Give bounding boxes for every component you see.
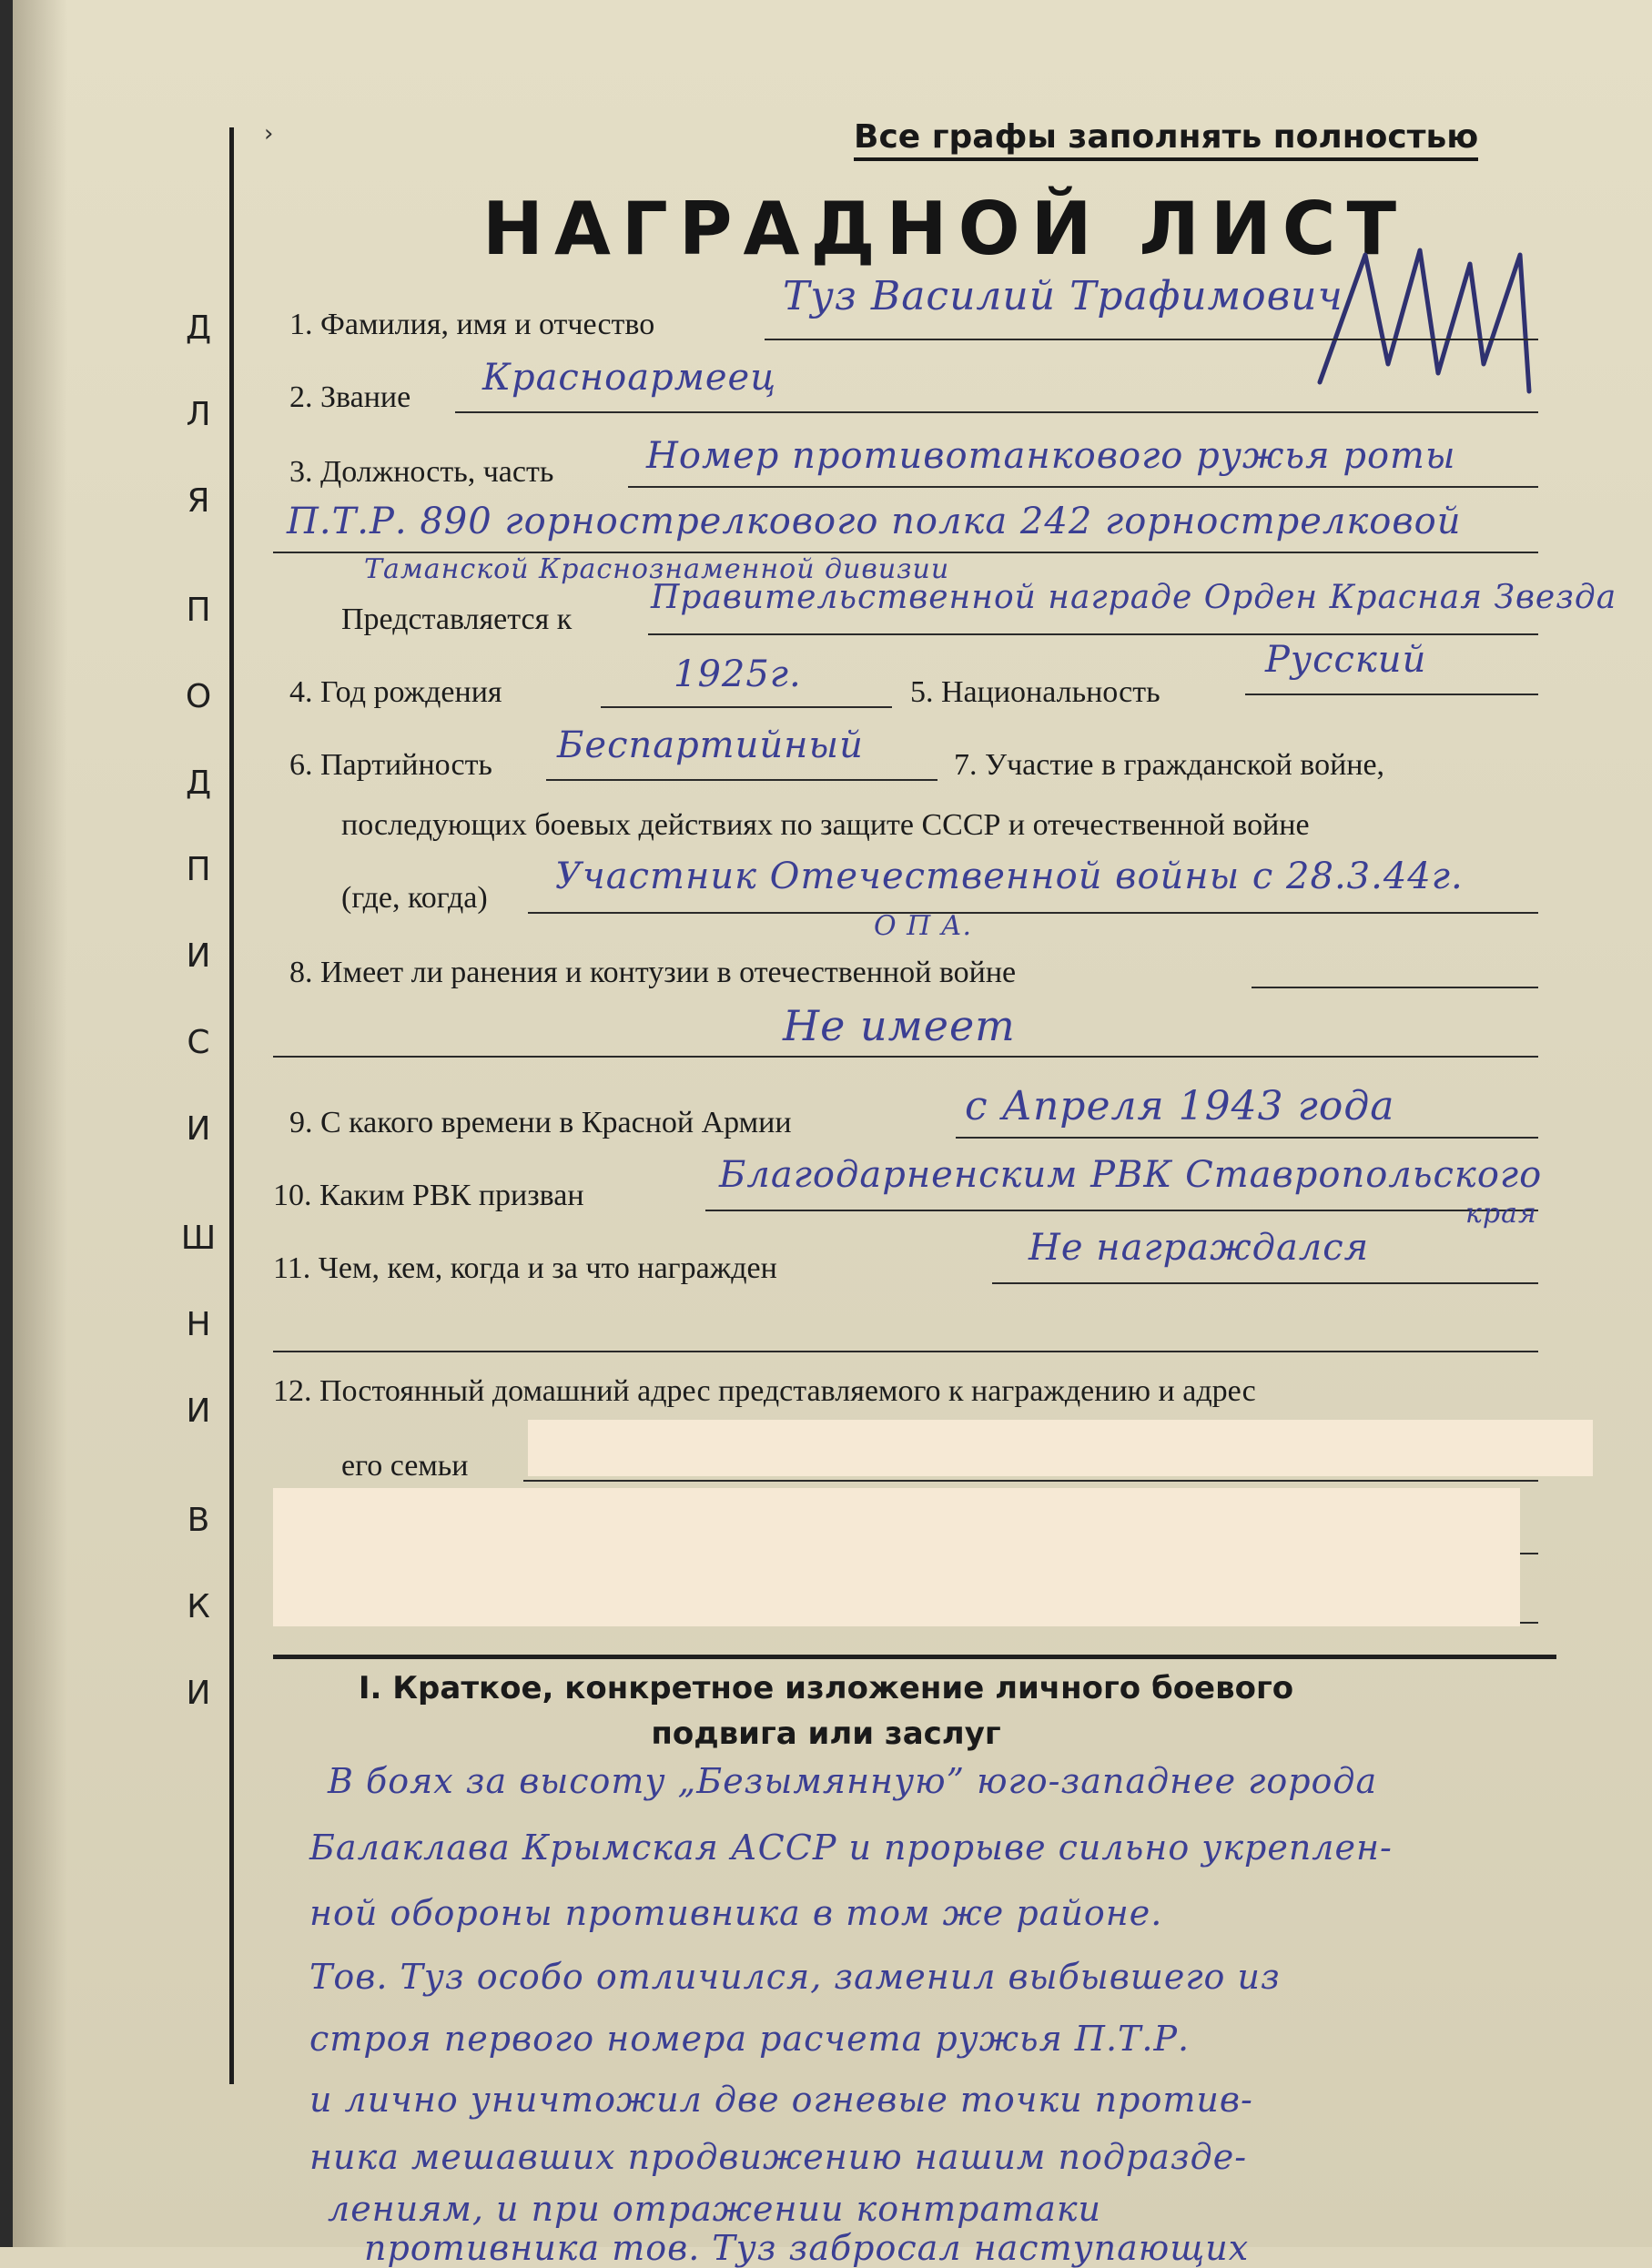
field-4-value: 1925г.	[674, 653, 802, 695]
section-1-title-2: подвига или заслуг	[651, 1716, 1001, 1752]
field-2-line	[455, 411, 1538, 413]
field-11-label: 11. Чем, кем, когда и за что награжден	[273, 1251, 777, 1285]
field-3-value-1: Номер противотанкового ружья роты	[646, 435, 1456, 477]
field-9-value: с Апреля 1943 года	[965, 1083, 1395, 1129]
binding-margin-letter: О	[185, 678, 212, 715]
binding-margin-letter: П	[186, 592, 211, 629]
binding-margin-rule	[229, 127, 234, 2084]
field-7-label-1: 7. Участие в гражданской войне,	[954, 748, 1385, 782]
field-3-line	[628, 486, 1538, 488]
field-8-line	[1252, 987, 1538, 988]
narrative-line: ника мешавших продвижению нашим подразде-	[309, 2137, 1248, 2177]
field-12-line	[523, 1480, 1538, 1482]
binding-margin-letter: Я	[187, 482, 210, 520]
field-12-label-1: 12. Постоянный домашний адрес представляемого к награждению и адрес	[273, 1374, 1256, 1408]
field-6-line	[546, 779, 937, 781]
field-3-label: 3. Должность, часть	[289, 455, 554, 489]
field-1-label: 1. Фамилия, имя и отчество	[289, 308, 655, 341]
award-value: Правительственной награде Орден Красная Звезда	[651, 579, 1617, 616]
field-1-value: Туз Василий Трафимович	[783, 273, 1343, 319]
field-4-label: 4. Год рождения	[289, 675, 502, 709]
field-3-value-2: П.Т.Р. 890 горнострелкового полка 242 горнострелковой	[287, 501, 1462, 542]
address-redaction-1	[528, 1420, 1593, 1476]
field-10-value-sub: края	[1465, 1198, 1537, 1230]
binding-margin-letter: И	[186, 1675, 211, 1712]
binding-margin-letter: Ш	[180, 1220, 217, 1257]
signature-scribble-icon	[1302, 228, 1593, 410]
field-6-label: 6. Партийность	[289, 748, 492, 782]
field-2-label: 2. Звание	[289, 380, 411, 414]
binding-shadow	[13, 0, 67, 2247]
field-7-label-2: последующих боевых действиях по защите СССР и отечественной войне	[341, 808, 1310, 842]
field-1-line	[765, 339, 1538, 340]
field-5-value: Русский	[1265, 639, 1427, 681]
address-redaction-2	[273, 1488, 1520, 1626]
field-7-label-3: (где, когда)	[341, 881, 488, 915]
field-7-value-sub: О П А.	[874, 910, 973, 942]
narrative-line: Тов. Туз особо отличился, заменил выбывшего из	[309, 1957, 1281, 1997]
field-8-value: Не имеет	[783, 1001, 1016, 1050]
field-5-label: 5. Национальность	[910, 675, 1160, 709]
narrative-line: Балаклава Крымская АССР и прорыве сильно укреплен-	[309, 1828, 1393, 1868]
binding-margin-letter: И	[186, 937, 211, 975]
binding-margin-letter: К	[187, 1588, 210, 1625]
field-4-line	[601, 706, 892, 708]
award-line	[648, 633, 1538, 635]
field-7-line	[528, 912, 1538, 914]
field-10-line	[705, 1210, 1538, 1211]
binding-margin-letter: И	[186, 1110, 211, 1148]
narrative-line: лениям, и при отражении контратаки	[328, 2189, 1102, 2229]
field-5-line	[1245, 694, 1538, 695]
narrative-line: противника тов. Туз забросал наступающих	[364, 2228, 1250, 2268]
field-7-value: Участник Отечественной войны с 28.3.44г.	[555, 856, 1464, 897]
field-10-value: Благодарненским РВК Ставропольского	[719, 1154, 1543, 1196]
section-divider	[273, 1655, 1556, 1659]
field-11-value: Не награждался	[1029, 1227, 1370, 1269]
binding-margin-letter: Д	[185, 764, 212, 802]
award-label: Представляется к	[341, 602, 573, 636]
field-9-line	[956, 1137, 1538, 1139]
binding-margin-letter: П	[186, 851, 211, 888]
field-11-line-2	[273, 1351, 1538, 1352]
binding-margin-letter: В	[187, 1502, 210, 1539]
header-instruction: Все графы заполнять полностью	[854, 118, 1478, 161]
corner-mark: ›	[264, 120, 274, 147]
narrative-line: строя первого номера расчета ружья П.Т.Р.	[309, 2019, 1191, 2059]
field-3-value-3: Таманской Краснознаменной дивизии	[364, 553, 950, 585]
field-6-value: Беспартийный	[557, 724, 864, 766]
binding-margin-letter: Н	[186, 1306, 211, 1343]
field-9-label: 9. С какого времени в Красной Армии	[289, 1106, 792, 1139]
narrative-line: В боях за высоту „Безымянную” юго-западнее города	[328, 1761, 1378, 1801]
binding-margin-letter: Л	[186, 396, 211, 433]
field-8-line-2	[273, 1056, 1538, 1058]
field-8-label: 8. Имеет ли ранения и контузии в отечественной войне	[289, 956, 1017, 989]
binding-margin-letter: С	[187, 1024, 210, 1061]
document-title: НАГРАДНОЙ ЛИСТ	[482, 187, 1408, 271]
field-11-line	[992, 1282, 1538, 1284]
field-12-label-2: его семьи	[341, 1449, 469, 1483]
field-2-value: Красноармеец	[482, 357, 777, 399]
narrative-line: и лично уничтожил две огневые точки против-	[309, 2080, 1253, 2120]
binding-margin-letter: Д	[185, 309, 212, 347]
section-1-title-1: I. Краткое, конкретное изложение личного боевого	[358, 1670, 1294, 1706]
binding-margin-letter: И	[186, 1392, 211, 1430]
narrative-line: ной обороны противника в том же районе.	[309, 1893, 1163, 1933]
field-10-label: 10. Каким РВК призван	[273, 1179, 584, 1212]
